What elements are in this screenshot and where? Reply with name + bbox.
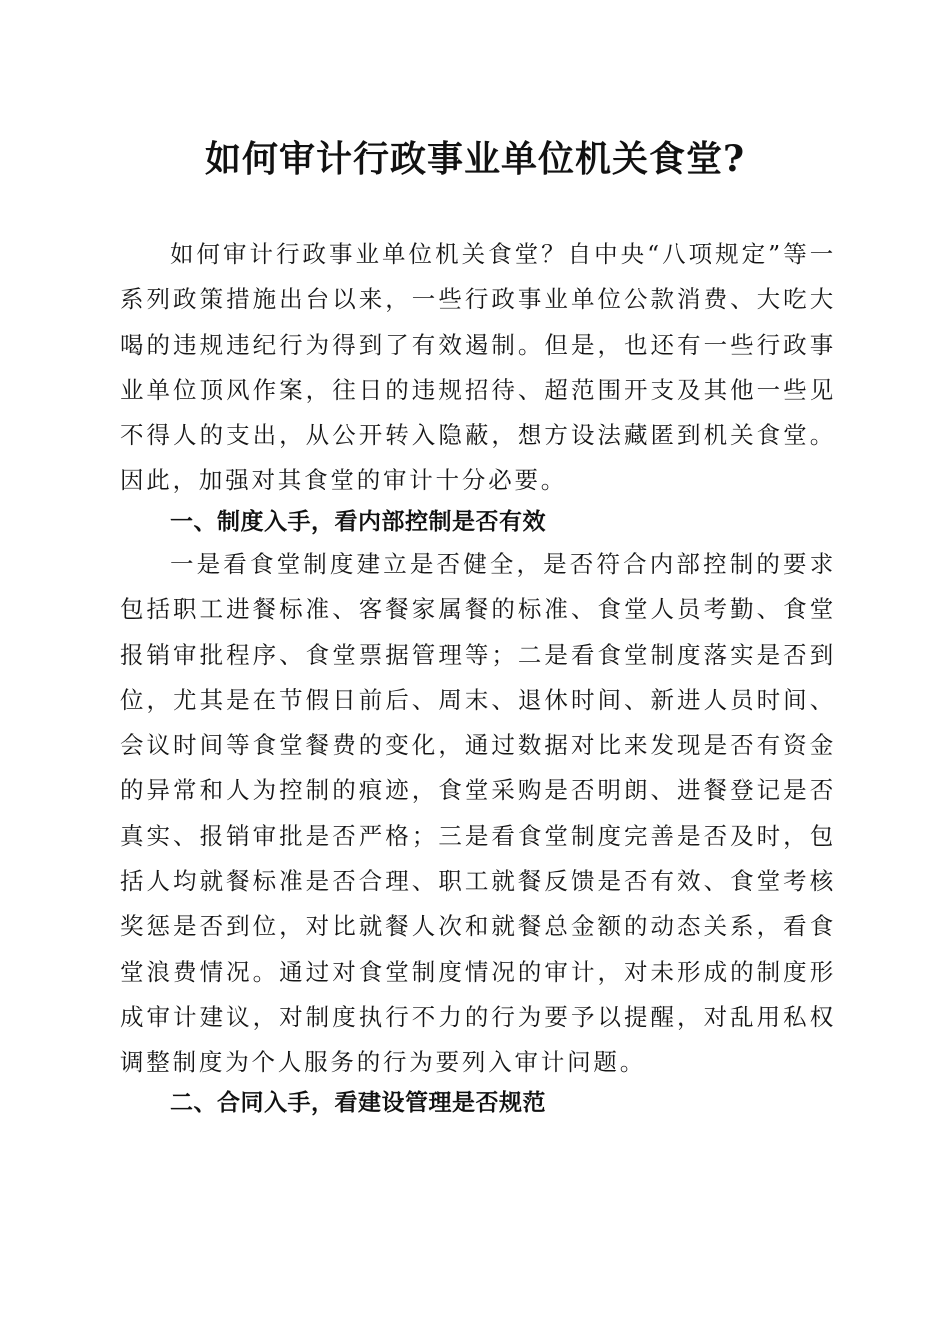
intro-paragraph: 如何审计行政事业单位机关食堂？自中央“八项规定”等一系列政策措施出台以来，一些行政事业单位公款消费、大吃大喝的违规违纪行为得到了有效遏制。但是，也还有一些行政事业单位顶风作案，往日的违规招待、超范围开支及其他一些见不得人的支出，从公开转入隐蔽，想方设法藏匿到机关食堂。因此，加强对其食堂的审计十分必要。	[120, 240, 836, 495]
page-title: 如何审计行政事业单位机关食堂?	[204, 138, 746, 180]
section-heading-2: 二、合同入手，看建设管理是否规范	[170, 1090, 546, 1116]
section-heading-1: 一、制度入手，看内部控制是否有效	[170, 509, 546, 535]
section-1-paragraph: 一是看食堂制度建立是否健全，是否符合内部控制的要求包括职工进餐标准、客餐家属餐的标准、食堂人员考勤、食堂报销审批程序、食堂票据管理等；二是看食堂制度落实是否到位，尤其是在节假日前后、周末、退休时间、新进人员时间、会议时间等食堂餐费的变化，通过数据对比来发现是否有资金的异常和人为控制的痕迹，食堂采购是否明朗、进餐登记是否真实、报销审批是否严格；三是看食堂制度完善是否及时，包括人均就餐标准是否合理、职工就餐反馈是否有效、食堂考核奖惩是否到位，对比就餐人次和就餐总金额的动态关系，看食堂浪费情况。通过对食堂制度情况的审计，对未形成的制度形成审计建议，对制度执行不力的行为要予以提醒，对乱用私权调整制度为个人服务的行为要列入审计问题。	[120, 550, 836, 1077]
